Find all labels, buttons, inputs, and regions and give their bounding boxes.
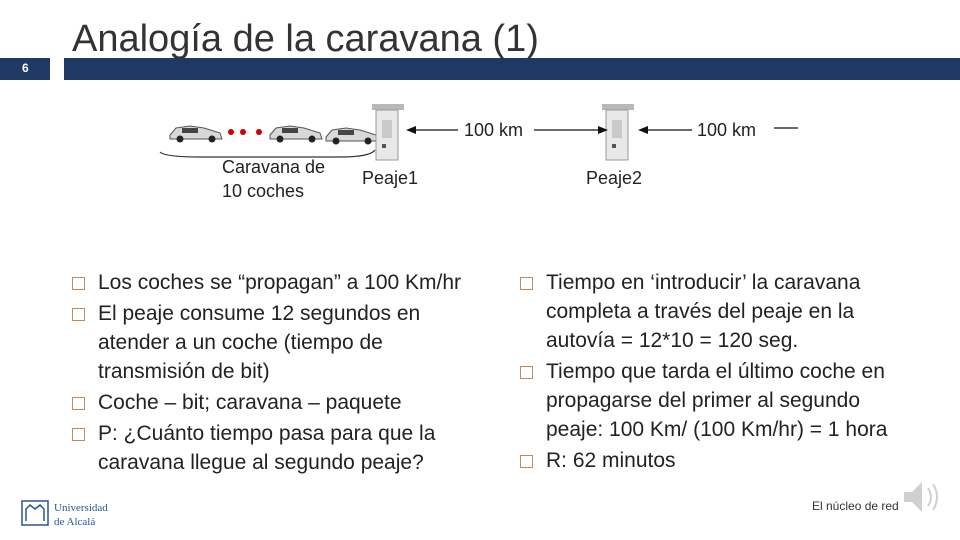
bullet-box-icon [520, 366, 533, 379]
list-item: Tiempo en ‘introducir’ la caravana completa a través del peaje en la autovía = 12*10 = 120 seg. [518, 268, 918, 355]
university-logo [20, 497, 140, 531]
speaker-icon[interactable] [898, 474, 944, 525]
car-icon [170, 126, 222, 143]
slide-number: 6 [22, 61, 29, 75]
caravan-label-line2: 10 coches [222, 181, 305, 201]
caravan-dot [240, 129, 246, 135]
crest-icon [20, 497, 140, 531]
toll-booth-icon [602, 104, 634, 160]
list-item: Tiempo que tarda el último coche en propagarse del primer al segundo peaje: 100 Km/ (100 Km/hr) = 1 hora [518, 357, 918, 444]
list-item: El peaje consume 12 segundos en atender a un coche (tiempo de transmisión de bit) [70, 299, 490, 386]
bullet-box-icon [520, 455, 533, 468]
list-item: Coche – bit; caravana – paquete [70, 388, 490, 417]
car-icon [270, 126, 322, 143]
bullet-box-icon [520, 277, 533, 290]
bullet-box-icon [72, 308, 85, 321]
caravan-dot [256, 129, 262, 135]
caravan-brace [160, 150, 375, 157]
svg-text:de Alcalá: de Alcalá [54, 516, 96, 528]
toll-booth-icon [372, 104, 404, 160]
caravan-label-line1: Caravana de [222, 157, 326, 177]
bullet-box-icon [72, 428, 85, 441]
list-item: Los coches se “propagan” a 100 Km/hr [70, 268, 490, 297]
arrow-head-left-icon [638, 126, 648, 134]
footer-text: El núcleo de red [812, 499, 899, 513]
distance-label-2: 100 km [697, 120, 757, 140]
right-bullet-list [518, 268, 918, 477]
toll1-label: Peaje1 [362, 168, 419, 188]
list-item: R: 62 minutos [518, 446, 918, 475]
arrow-head-left-icon [406, 126, 416, 134]
car-icon [326, 128, 378, 145]
bullet-box-icon [72, 277, 85, 290]
bullet-box-icon [72, 397, 85, 410]
distance-label-1: 100 km [464, 120, 524, 140]
caravan-diagram [0, 0, 960, 260]
left-bullet-list [70, 268, 490, 479]
slide-title: Analogía de la caravana (1) [72, 18, 539, 60]
svg-text:Universidad: Universidad [54, 502, 108, 514]
list-item: P: ¿Cuánto tiempo pasa para que la caravana llegue al segundo peaje? [70, 419, 490, 477]
toll2-label: Peaje2 [586, 168, 643, 188]
caravan-dot [228, 129, 234, 135]
